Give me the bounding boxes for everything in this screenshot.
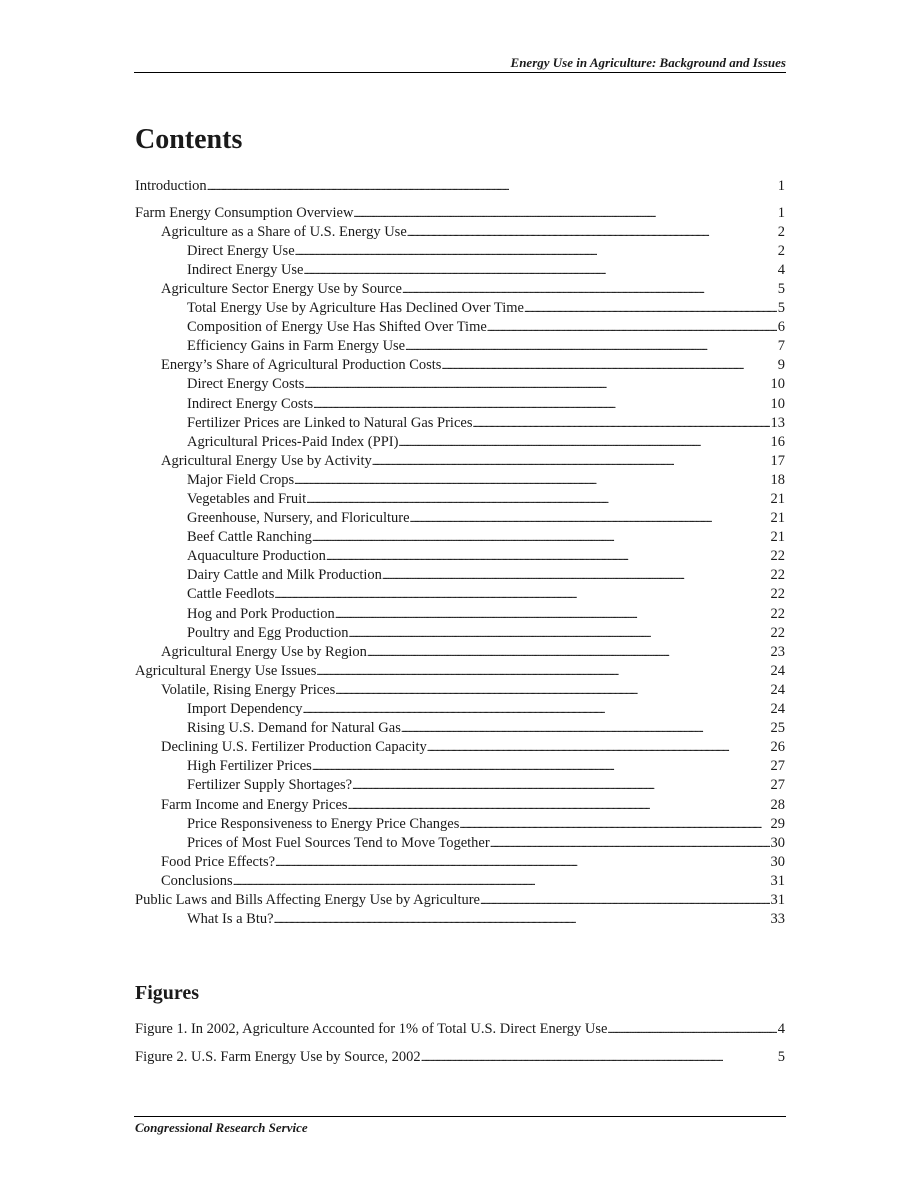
entry-page-number: 16 (770, 433, 785, 450)
entry-title: Figure 2. U.S. Farm Energy Use by Source, 2002 (135, 1049, 421, 1065)
dot-leader (382, 566, 770, 585)
entry-title: Figure 1. In 2002, Agriculture Accounted for 1% of Total U.S. Direct Energy Use (135, 1021, 608, 1037)
toc-entry[interactable] (135, 738, 785, 757)
dot-leader (306, 490, 769, 509)
entry-page-number: 22 (770, 624, 785, 641)
dot-leader (472, 414, 769, 433)
entry-page-number: 27 (770, 777, 785, 794)
dot-leader (487, 318, 777, 337)
entry-title: Agriculture Sector Energy Use by Source (161, 280, 402, 297)
entry-page-number: 7 (777, 338, 785, 355)
entry-title: Hog and Pork Production (187, 605, 335, 622)
entry-title: Agricultural Energy Use by Region (161, 643, 367, 660)
entry-title: Farm Income and Energy Prices (161, 796, 348, 813)
toc-entry[interactable] (135, 395, 785, 414)
entry-title: Declining U.S. Fertilizer Production Capacity (161, 739, 427, 756)
entry-title: Rising U.S. Demand for Natural Gas (187, 720, 401, 737)
entry-page-number: 27 (770, 758, 785, 775)
dot-leader (372, 452, 770, 471)
dot-leader (367, 643, 770, 662)
toc-entry[interactable] (135, 375, 785, 394)
entry-title: Poultry and Egg Production (187, 624, 349, 641)
entry-title: Import Dependency (187, 701, 303, 718)
dot-leader (427, 738, 770, 757)
figures-heading: Figures (135, 982, 200, 1004)
toc-entry[interactable] (135, 605, 785, 624)
dot-leader (207, 177, 777, 196)
dot-leader (490, 834, 770, 853)
entry-title: Agricultural Energy Use by Activity (161, 452, 372, 469)
dot-leader (441, 356, 776, 375)
header-rule (134, 72, 786, 73)
dot-leader (353, 204, 776, 223)
toc-entry[interactable] (135, 662, 785, 681)
toc-entry[interactable] (135, 719, 785, 738)
entry-page-number: 29 (770, 815, 785, 832)
entry-title: Beef Cattle Ranching (187, 529, 312, 546)
entry-page-number: 5 (777, 280, 785, 297)
entry-page-number: 24 (770, 662, 785, 679)
toc-entry[interactable] (135, 471, 785, 490)
dot-leader (407, 223, 777, 242)
dot-leader (349, 624, 770, 643)
toc-entry[interactable] (135, 796, 785, 815)
dot-leader (312, 528, 770, 547)
dot-leader (274, 910, 770, 929)
dot-leader (405, 337, 777, 356)
entry-page-number: 22 (770, 586, 785, 603)
entry-page-number: 21 (770, 491, 785, 507)
entry-title: Volatile, Rising Energy Prices (161, 681, 336, 698)
footer-rule (134, 1116, 786, 1117)
toc-entry[interactable] (135, 337, 785, 356)
footer-publisher: Congressional Research Service (135, 1120, 308, 1135)
contents-heading: Contents (135, 124, 243, 155)
dot-leader (295, 242, 777, 261)
entry-page-number: 21 (770, 529, 785, 546)
toc-entry[interactable] (135, 177, 785, 196)
entry-title: Introduction (135, 178, 207, 194)
dot-leader (352, 776, 769, 795)
toc-entry[interactable] (135, 490, 785, 509)
toc-entry[interactable] (135, 414, 785, 433)
toc-entry[interactable] (135, 223, 785, 242)
toc-entry[interactable] (135, 299, 785, 318)
entry-title: Farm Energy Consumption Overview (135, 204, 354, 221)
entry-page-number: 24 (770, 681, 785, 698)
toc-entry[interactable] (135, 834, 785, 853)
toc-entry[interactable] (135, 910, 785, 929)
entry-title: Direct Energy Costs (187, 376, 305, 393)
entry-title: Aquaculture Production (187, 548, 326, 565)
dot-leader (233, 872, 770, 891)
dot-leader (402, 280, 777, 299)
toc-entry[interactable] (135, 509, 785, 528)
entry-page-number: 30 (770, 853, 785, 870)
dot-leader (459, 815, 769, 834)
dot-leader (312, 757, 770, 776)
toc-entry[interactable] (135, 700, 785, 719)
dot-leader (274, 585, 769, 604)
entry-page-number: 21 (770, 510, 785, 527)
dot-leader (410, 509, 770, 528)
dot-leader (335, 605, 770, 624)
dot-leader (304, 375, 769, 394)
dot-leader (316, 662, 769, 681)
entry-title: Vegetables and Fruit (187, 491, 307, 507)
toc-entry[interactable] (135, 547, 785, 566)
toc-entry[interactable] (135, 280, 785, 299)
dot-leader (313, 395, 769, 414)
entry-page-number: 5 (777, 1049, 785, 1065)
entry-page-number: 26 (770, 739, 785, 756)
entry-page-number: 2 (777, 223, 785, 240)
entry-title: High Fertilizer Prices (187, 758, 312, 775)
toc-entry[interactable] (135, 815, 785, 834)
entry-page-number: 22 (770, 567, 785, 584)
entry-page-number: 24 (770, 701, 785, 718)
entry-page-number: 22 (770, 605, 785, 622)
dot-leader (303, 700, 770, 719)
entry-title: Cattle Feedlots (187, 586, 275, 603)
entry-page-number: 22 (770, 548, 785, 565)
toc-entry[interactable] (135, 643, 785, 662)
toc-entry[interactable] (135, 204, 785, 223)
entry-page-number: 17 (770, 452, 785, 469)
toc-entry[interactable] (135, 261, 785, 280)
figure-entry[interactable] (135, 1047, 785, 1075)
figure-entry[interactable] (135, 1019, 785, 1047)
entry-page-number: 10 (770, 376, 785, 393)
entry-title: Composition of Energy Use Has Shifted Over Time (187, 319, 487, 336)
dot-leader (398, 433, 769, 452)
entry-page-number: 18 (770, 471, 785, 488)
entry-page-number: 23 (770, 643, 785, 660)
entry-page-number: 13 (770, 414, 785, 431)
entry-title: Dairy Cattle and Milk Production (187, 567, 382, 584)
entry-title: Total Energy Use by Agriculture Has Declined Over Time (187, 300, 524, 317)
toc-entry[interactable] (135, 757, 785, 776)
dot-leader (326, 547, 770, 566)
entry-title: Prices of Most Fuel Sources Tend to Move Together (187, 834, 490, 851)
toc-entry[interactable] (135, 681, 785, 700)
toc-entry[interactable] (135, 242, 785, 261)
entry-title: Food Price Effects? (161, 853, 276, 870)
toc-entry[interactable] (135, 433, 785, 452)
dot-leader (401, 719, 770, 738)
table-of-contents (135, 177, 785, 929)
entry-title: Agriculture as a Share of U.S. Energy Use (161, 223, 407, 240)
toc-entry[interactable] (135, 585, 785, 604)
dot-leader (607, 1019, 776, 1040)
entry-page-number: 33 (770, 911, 785, 928)
entry-page-number: 2 (777, 242, 785, 259)
entry-title: Major Field Crops (187, 471, 295, 488)
entry-page-number: 31 (770, 872, 785, 889)
entry-title: Conclusions (161, 872, 233, 889)
entry-page-number: 28 (770, 796, 785, 813)
toc-entry[interactable] (135, 624, 785, 643)
dot-leader (294, 471, 769, 490)
entry-title: Greenhouse, Nursery, and Floriculture (187, 510, 410, 527)
entry-title: Agricultural Prices-Paid Index (PPI) (187, 433, 399, 450)
toc-entry[interactable] (135, 318, 785, 337)
toc-entry[interactable] (135, 853, 785, 872)
toc-entry[interactable] (135, 528, 785, 547)
dot-leader (480, 891, 770, 910)
entry-title: Indirect Energy Use (187, 261, 304, 278)
dot-leader (524, 299, 777, 318)
toc-entry[interactable] (135, 776, 785, 795)
entry-page-number: 31 (770, 891, 785, 908)
entry-title: Efficiency Gains in Farm Energy Use (187, 338, 406, 355)
dot-leader (421, 1047, 777, 1068)
running-header: Energy Use in Agriculture: Background and Issues (510, 55, 786, 70)
entry-page-number: 4 (777, 1021, 785, 1037)
toc-entry[interactable] (135, 891, 785, 910)
entry-page-number: 1 (777, 204, 785, 221)
entry-page-number: 1 (777, 178, 785, 194)
entry-title: Public Laws and Bills Affecting Energy Use by Agriculture (135, 891, 480, 908)
entry-page-number: 25 (770, 720, 785, 737)
dot-leader (275, 853, 769, 872)
entry-page-number: 30 (770, 834, 785, 851)
toc-entry[interactable] (135, 356, 785, 375)
toc-entry[interactable] (135, 872, 785, 891)
entry-title: What Is a Btu? (187, 911, 274, 928)
toc-entry[interactable] (135, 566, 785, 585)
entry-title: Direct Energy Use (187, 242, 295, 259)
entry-page-number: 10 (770, 395, 785, 412)
dot-leader (335, 681, 769, 700)
entry-title: Fertilizer Prices are Linked to Natural Gas Prices (187, 414, 473, 431)
dot-leader (348, 796, 770, 815)
entry-title: Price Responsiveness to Energy Price Changes (187, 815, 460, 832)
entry-title: Indirect Energy Costs (187, 395, 314, 412)
entry-title: Energy’s Share of Agricultural Production Costs (161, 357, 442, 374)
list-of-figures (135, 1019, 785, 1075)
dot-leader (304, 261, 777, 280)
toc-entry[interactable] (135, 452, 785, 471)
entry-page-number: 6 (777, 319, 785, 336)
entry-title: Fertilizer Supply Shortages? (187, 777, 353, 794)
entry-title: Agricultural Energy Use Issues (135, 662, 317, 679)
entry-page-number: 5 (777, 300, 785, 317)
entry-page-number: 4 (777, 261, 785, 278)
entry-page-number: 9 (777, 357, 785, 374)
